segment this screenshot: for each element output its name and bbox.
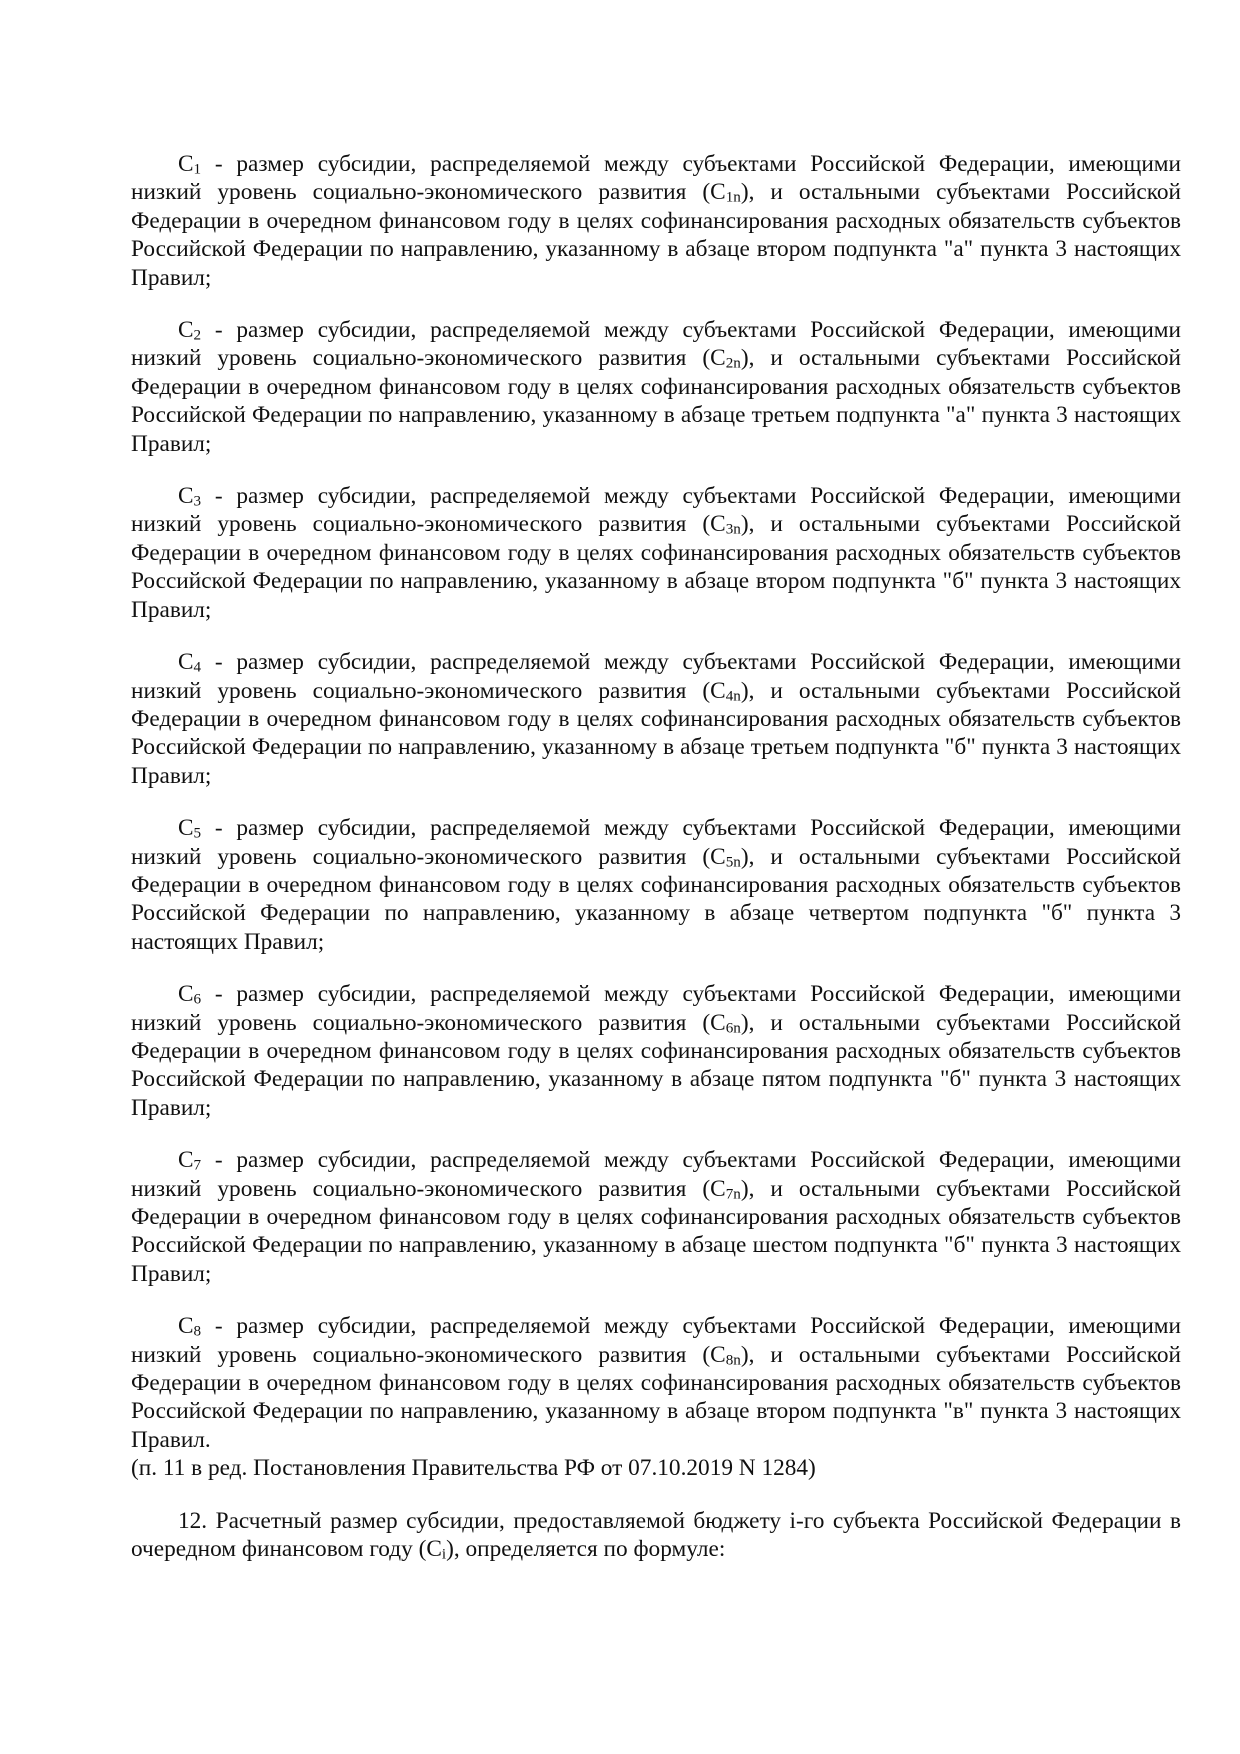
document-page — [131, 150, 1181, 1587]
paragraph-c8: $C_8$ - размер субсидии, распределяемой между субъектами Российской Федерации, имеющими низкий уровень социально-экономического развития $(C_{8n})$, и остальными субъектами Российской Федерации в очередном финансовом году в целях софинансирования расходных обязательств субъектов Российской Федерации по направлению, указанному в абзаце втором подпункта "в" пункта 3 настоящих Правил. — [131, 1313, 1181, 1453]
amendment-note: (п. 11 в ред. Постановления Правительства РФ от 07.10.2019 N 1284) — [131, 1455, 816, 1482]
paragraph-c6: $C_6$ - размер субсидии, распределяемой между субъектами Российской Федерации, имеющими низкий уровень социально-экономического развития $(C_{6n})$, и остальными субъектами Российской Федерации в очередном финансовом году в целях софинансирования расходных обязательств субъектов Российской Федерации по направлению, указанному в абзаце пятом подпункта "б" пункта 3 настоящих Правил; — [131, 981, 1181, 1121]
paragraph-c2: $C_2$ - размер субсидии, распределяемой между субъектами Российской Федерации, имеющими низкий уровень социально-экономического развития $(C_{2n})$, и остальными субъектами Российской Федерации в очередном финансовом году в целях софинансирования расходных обязательств субъектов Российской Федерации по направлению, указанному в абзаце третьем подпункта "а" пункта 3 настоящих Правил; — [131, 317, 1181, 457]
paragraph-c5: $C_5$ - размер субсидии, распределяемой между субъектами Российской Федерации, имеющими низкий уровень социально-экономического развития $(C_{5n})$, и остальными субъектами Российской Федерации в очередном финансовом году в целях софинансирования расходных обязательств субъектов Российской Федерации по направлению, указанному в абзаце четвертом подпункта "б" пункта 3 настоящих Правил; — [131, 815, 1181, 955]
paragraph-section-12: 12. Расчетный размер субсидии, предоставляемой бюджету i-го субъекта Российской Федерации в очередном финансовом году $(C_i)$, определяется по формуле: — [131, 1507, 1181, 1563]
paragraph-c7: $C_7$ - размер субсидии, распределяемой между субъектами Российской Федерации, имеющими низкий уровень социально-экономического развития $(C_{7n})$, и остальными субъектами Российской Федерации в очередном финансовом году в целях софинансирования расходных обязательств субъектов Российской Федерации по направлению, указанному в абзаце шестом подпункта "б" пункта 3 настоящих Правил; — [131, 1147, 1181, 1287]
paragraph-c4: $C_4$ - размер субсидии, распределяемой между субъектами Российской Федерации, имеющими низкий уровень социально-экономического развития $(C_{4n})$, и остальными субъектами Российской Федерации в очередном финансовом году в целях софинансирования расходных обязательств субъектов Российской Федерации по направлению, указанному в абзаце третьем подпункта "б" пункта 3 настоящих Правил; — [131, 649, 1181, 789]
paragraph-c3: $C_3$ - размер субсидии, распределяемой между субъектами Российской Федерации, имеющими низкий уровень социально-экономического развития $(C_{3n})$, и остальными субъектами Российской Федерации в очередном финансовом году в целях софинансирования расходных обязательств субъектов Российской Федерации по направлению, указанному в абзаце втором подпункта "б" пункта 3 настоящих Правил; — [131, 483, 1181, 623]
paragraph-c1: $C_1$ - размер субсидии, распределяемой между субъектами Российской Федерации, имеющими низкий уровень социально-экономического развития $(C_{1n})$, и остальными субъектами Российской Федерации в очередном финансовом году в целях софинансирования расходных обязательств субъектов Российской Федерации по направлению, указанному в абзаце втором подпункта "а" пункта 3 настоящих Правил; — [131, 151, 1181, 291]
